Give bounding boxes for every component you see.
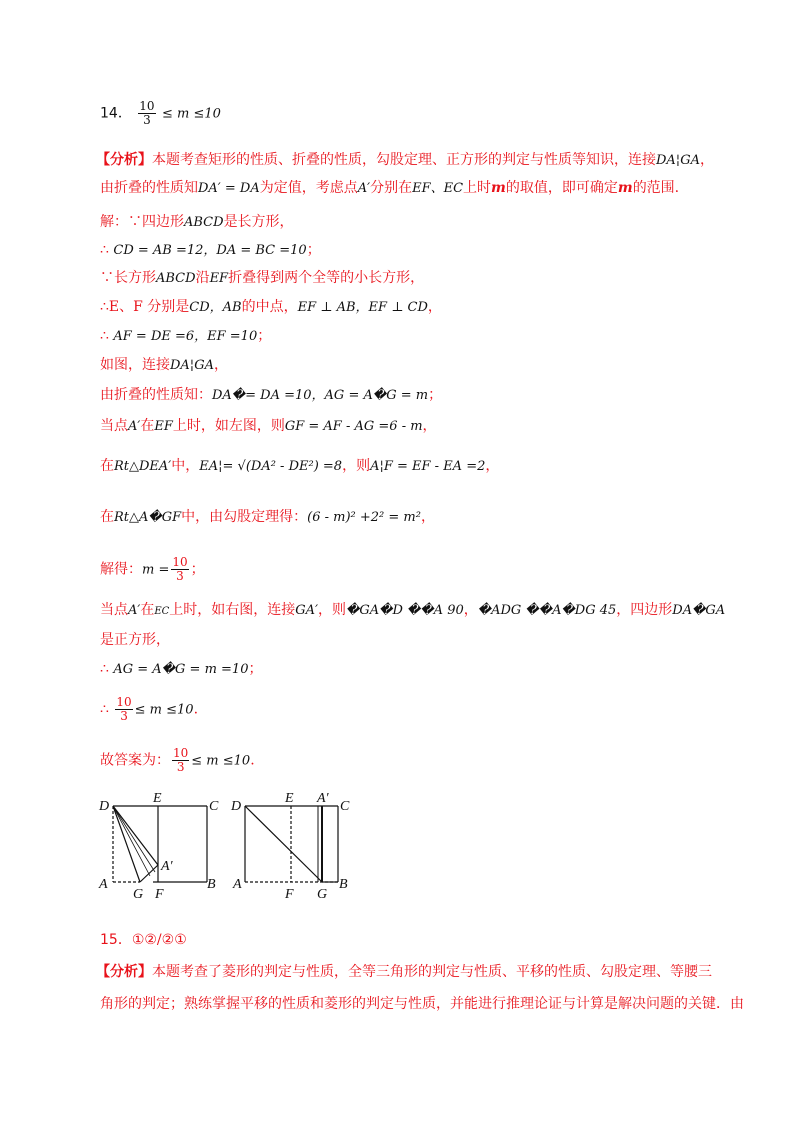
q15-analysis-label: 【分析】 [96, 964, 152, 980]
q14-solution-line-8 [100, 416, 437, 437]
q14-s16-a: 故答案为： [100, 752, 170, 769]
q14-s7-math: DA�= DA =10，AG = A�G = m [212, 388, 429, 403]
q14-s15-end: . [193, 701, 199, 718]
q14-answer-rest: ≤ m ≤10 [162, 106, 221, 122]
q14-s15-fraction [115, 696, 132, 723]
q15-analysis-line-1 [96, 962, 712, 982]
q14-solution-line-1 [100, 212, 294, 233]
q14-s4-a: ∴E、F 分别是 [100, 299, 190, 315]
q14-s4-math: CD，AB [189, 300, 242, 315]
q15-answer: ①②/②① [131, 932, 187, 948]
q14-s12-math4: �GA�D ��A 90 [346, 603, 464, 618]
right-label-D: D [231, 799, 242, 814]
q14-s8-b: 在 [140, 418, 155, 434]
q14-analysis-l2-math2: A′ [357, 181, 371, 196]
q14-s11-num: 10 [172, 555, 188, 569]
q14-s8-math: A′ [128, 419, 141, 434]
left-label-B: B [207, 877, 216, 892]
q14-analysis-l2d: 上时 [463, 180, 492, 196]
q14-s15-prefix: ∴ [100, 701, 109, 718]
q14-analysis-l2e: 的取值，即可确定 [505, 180, 618, 196]
q14-s4-b: 的中点， [241, 299, 298, 315]
q14-s9-a: 在 [100, 458, 114, 474]
q14-s2-prefix: ∴ [100, 242, 109, 258]
right-label-B: B [339, 877, 348, 892]
q14-s8-a: 当点 [100, 418, 128, 434]
q14-sol-abcd: ABCD [184, 215, 224, 230]
q14-solution-line-6 [100, 355, 228, 376]
left-label-C: C [209, 799, 219, 814]
right-label-A-prime: A′ [317, 792, 329, 806]
q14-s16-fraction [172, 747, 189, 774]
left-label-D: D [99, 799, 110, 814]
q14-s9-math: Rt△DEA′ [114, 459, 172, 474]
q14-s16-num: 10 [173, 746, 189, 760]
left-label-F: F [155, 887, 164, 902]
q14-analysis-l2c: 分别在 [370, 180, 413, 196]
q14-s15-num: 10 [116, 695, 132, 709]
q15-analysis-l2: 角形的判定；熟练掌握平移的性质和菱形的判定与性质，并能进行推理论证与计算是解决问题的关键．由 [100, 996, 744, 1012]
q14-solution-line-15 [100, 696, 198, 723]
q14-s3-c: 折叠得到两个全等的小长方形， [228, 270, 425, 286]
q14-solution-line-14 [100, 659, 262, 680]
q14-solution-line-4 [100, 297, 442, 318]
q14-s3-math: ABCD [156, 271, 196, 286]
q14-s10-b: 中，由勾股定理得： [181, 509, 308, 525]
q14-s10-a: 在 [100, 509, 114, 525]
q14-analysis-l2-math: DA′ = DA [198, 181, 260, 196]
q14-s12-d: ，则 [318, 602, 347, 618]
left-label-E: E [153, 792, 162, 806]
q14-s9-math3: A¦F = EF - EA =2 [370, 459, 486, 474]
q14-s12-math6: DA�GA [672, 603, 726, 618]
q14-s15-den: 3 [120, 709, 128, 723]
q14-solution-line-2 [100, 240, 321, 261]
q14-s3-b: 沿 [195, 270, 210, 286]
q14-s13: 是正方形， [100, 632, 170, 648]
q14-s12-a: 当点 [100, 602, 128, 618]
q14-solution-line-13 [100, 630, 170, 650]
q14-sol-l1b: 是长方形， [223, 214, 294, 230]
q14-s12-e: ， [463, 602, 478, 618]
q14-s12-b: 在 [140, 602, 155, 618]
q14-solution-line-11 [100, 556, 205, 583]
q14-s7-a: 由折叠的性质知： [100, 387, 212, 403]
q14-answer-line [100, 100, 221, 127]
q14-s9-c: ，则 [342, 458, 371, 474]
q14-analysis-label: 【分析】 [96, 152, 152, 168]
q14-solution-line-10 [100, 507, 435, 528]
q14-s7-end: ； [428, 387, 443, 403]
q14-s16-end: . [250, 752, 255, 769]
q14-s3-math2: EF [209, 271, 229, 286]
q14-analysis-l1-math: DA¦GA [656, 153, 700, 168]
left-fold-hatch-1 [113, 806, 150, 876]
q14-s5-end: ； [257, 328, 272, 344]
q14-s9-end: ， [485, 458, 500, 474]
q14-s14-prefix: ∴ [100, 661, 109, 677]
q14-s3-a: ∵长方形 [100, 270, 156, 286]
q14-s6-end: ， [213, 357, 228, 373]
q14-s8-math3: GF = AF - AG =6 - m [284, 419, 423, 434]
q14-s15-rest: ≤ m ≤10 [134, 702, 194, 718]
right-figure [245, 806, 338, 882]
q14-s12-f: ，四边形 [616, 602, 673, 618]
q14-s11-math: m = [142, 562, 170, 578]
q14-sol-label: 解：∵四边形 [100, 214, 184, 230]
right-label-A: A [233, 877, 242, 892]
q14-s6-a: 如图，连接 [100, 357, 170, 373]
left-figure [113, 806, 207, 882]
q14-analysis-l2f: 的范围. [632, 180, 680, 196]
q15-analysis-l1: 本题考查了菱形的判定与性质，全等三角形的判定与性质、平移的性质、勾股定理、等腰三 [152, 964, 712, 980]
q14-s4-math2: EF ⊥ AB，EF ⊥ CD [297, 300, 428, 315]
q14-s5-math: AF = DE =6，EF =10 [113, 329, 258, 344]
q14-s9-math2: EA¦= √(DA² - DE²) =8 [199, 459, 343, 474]
q14-answer-den: 3 [143, 113, 151, 127]
left-label-G: G [133, 887, 144, 902]
q14-s11-den: 3 [176, 569, 184, 583]
q14-s12-c: 上时，如右图，连接 [169, 602, 296, 618]
right-label-C: C [340, 799, 350, 814]
q14-solution-line-12 [100, 600, 725, 622]
q14-s12-math3: GA′ [295, 603, 319, 618]
q14-solution-line-16 [100, 747, 255, 774]
q14-analysis-l2-math3: EF、EC [412, 181, 464, 196]
q14-solution-line-5 [100, 326, 271, 347]
right-label-E: E [285, 792, 294, 806]
q14-s9-b: 中， [171, 458, 200, 474]
q14-s11-fraction [171, 556, 188, 583]
q14-s6-math: DA¦GA [170, 358, 214, 373]
q14-analysis-l1b: ， [699, 152, 714, 168]
left-dg-line [113, 806, 140, 882]
q14-s16-rest: ≤ m ≤10 [191, 753, 251, 769]
q14-analysis-l2b: 为定值，考虑点 [259, 180, 358, 196]
q14-analysis-line-2 [100, 178, 679, 199]
q14-s12-math5: �ADG ��A�DG 45 [477, 603, 617, 618]
q14-s14-end: ； [248, 661, 263, 677]
q15-number: 15． [100, 932, 132, 948]
q14-solution-line-3 [100, 268, 424, 289]
geometry-figures [95, 792, 365, 902]
q14-solution-line-7 [100, 385, 442, 406]
left-label-A-prime: A′ [161, 859, 173, 874]
q14-s12-math2: EC [154, 606, 170, 617]
q14-answer-fraction [138, 100, 155, 127]
q14-number: 14． [100, 105, 132, 122]
q14-s11-end: ； [190, 561, 205, 578]
left-da-prime-line [113, 806, 158, 865]
right-dg-line [245, 806, 322, 882]
q14-s2-math: CD = AB =12，DA = BC =10 [113, 243, 307, 258]
right-label-F: F [285, 887, 294, 902]
q14-s8-end: ， [422, 418, 437, 434]
q14-analysis-l2-m: m [491, 180, 506, 196]
q14-solution-line-9 [100, 456, 499, 477]
left-label-A: A [99, 877, 108, 892]
q15-analysis-line-2 [100, 994, 744, 1014]
right-label-G: G [317, 887, 328, 902]
q14-s8-math2: EF [154, 419, 173, 434]
q15-answer-line [100, 930, 187, 950]
q14-s2-end: ； [306, 242, 321, 258]
q14-s10-end: ， [420, 509, 435, 525]
q14-answer-num: 10 [139, 99, 155, 113]
q14-s14-math: AG = A�G = m =10 [113, 662, 249, 677]
q14-analysis-l2-m2: m [617, 180, 633, 196]
q14-s12-math: A′ [128, 603, 141, 618]
q14-s10-math: Rt△A�GF [114, 510, 182, 525]
q14-s5-prefix: ∴ [100, 328, 109, 344]
left-fold-hatch-2 [113, 806, 155, 872]
q14-analysis-l2a: 由折叠的性质知 [100, 180, 198, 196]
q14-analysis-l1a: 本题考查矩形的性质、折叠的性质，勾股定理、正方形的判定与性质等知识，连接 [152, 152, 656, 168]
q14-s4-c: ， [427, 299, 442, 315]
q14-s10-math2: (6 - m)² +2² = m² [307, 510, 421, 525]
q14-s11-a: 解得： [100, 561, 142, 578]
q14-analysis-line-1 [96, 150, 714, 171]
q14-s16-den: 3 [176, 760, 185, 774]
q14-s8-c: 上时，如左图，则 [172, 418, 285, 434]
